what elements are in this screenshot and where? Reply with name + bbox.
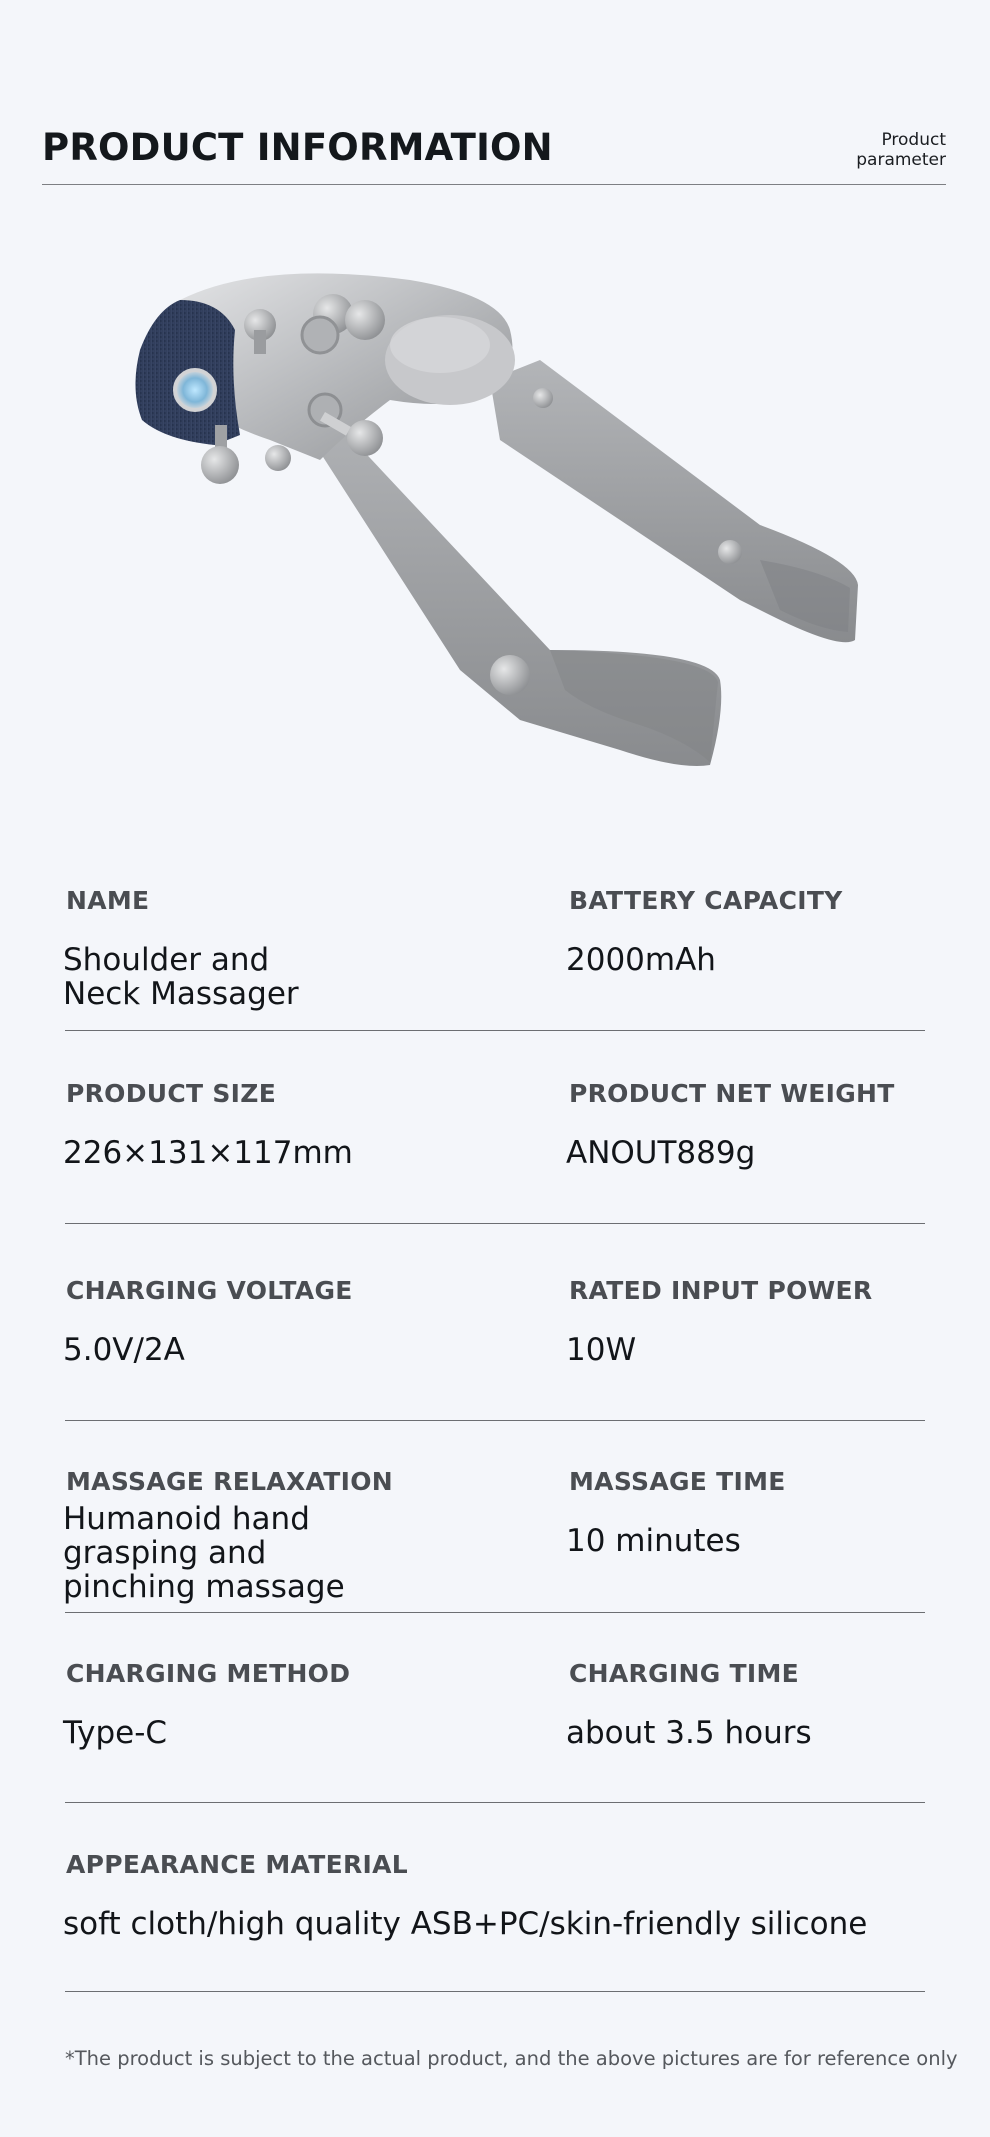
spec-label: CHARGING TIME [569, 1659, 800, 1688]
spec-value: 10 minutes [566, 1523, 741, 1559]
page-header [42, 118, 946, 185]
spec-value: Shoulder and Neck Massager [63, 942, 299, 1012]
spec-value: ANOUT889g [566, 1135, 756, 1171]
spec-row [65, 1073, 925, 1224]
spec-row [65, 1460, 925, 1613]
subtitle-line-1: Product [881, 130, 946, 150]
spec-row [65, 1652, 925, 1803]
spec-label: MASSAGE RELAXATION [66, 1467, 393, 1496]
spec-label: PRODUCT SIZE [66, 1079, 277, 1108]
spec-label: NAME [66, 886, 150, 915]
spec-value: Humanoid hand grasping and pinching massage [63, 1501, 345, 1605]
spec-row [65, 880, 925, 1031]
spec-label: CHARGING VOLTAGE [66, 1276, 353, 1305]
spec-label: RATED INPUT POWER [569, 1276, 873, 1305]
spec-value: about 3.5 hours [566, 1715, 812, 1751]
spec-row [65, 1843, 925, 1992]
spec-value: 5.0V/2A [63, 1332, 185, 1368]
spec-label: APPEARANCE MATERIAL [66, 1850, 409, 1879]
spec-value: soft cloth/high quality ASB+PC/skin-friendly silicone [63, 1906, 868, 1942]
spec-label: CHARGING METHOD [66, 1659, 351, 1688]
spec-value: 2000mAh [566, 942, 716, 978]
spec-row [65, 1268, 925, 1421]
spec-value: 226×131×117mm [63, 1135, 353, 1171]
spec-value: 10W [566, 1332, 637, 1368]
subtitle-line-2: parameter [856, 150, 946, 170]
spec-label: BATTERY CAPACITY [569, 886, 843, 915]
product-image [120, 270, 880, 790]
spec-label: PRODUCT NET WEIGHT [569, 1079, 895, 1108]
page-subtitle [856, 130, 946, 170]
disclaimer-footnote: *The product is subject to the actual product, and the above pictures are for reference only [65, 2047, 958, 2070]
spec-value: Type-C [63, 1715, 168, 1751]
page-title: PRODUCT INFORMATION [42, 126, 553, 169]
spec-label: MASSAGE TIME [569, 1467, 786, 1496]
